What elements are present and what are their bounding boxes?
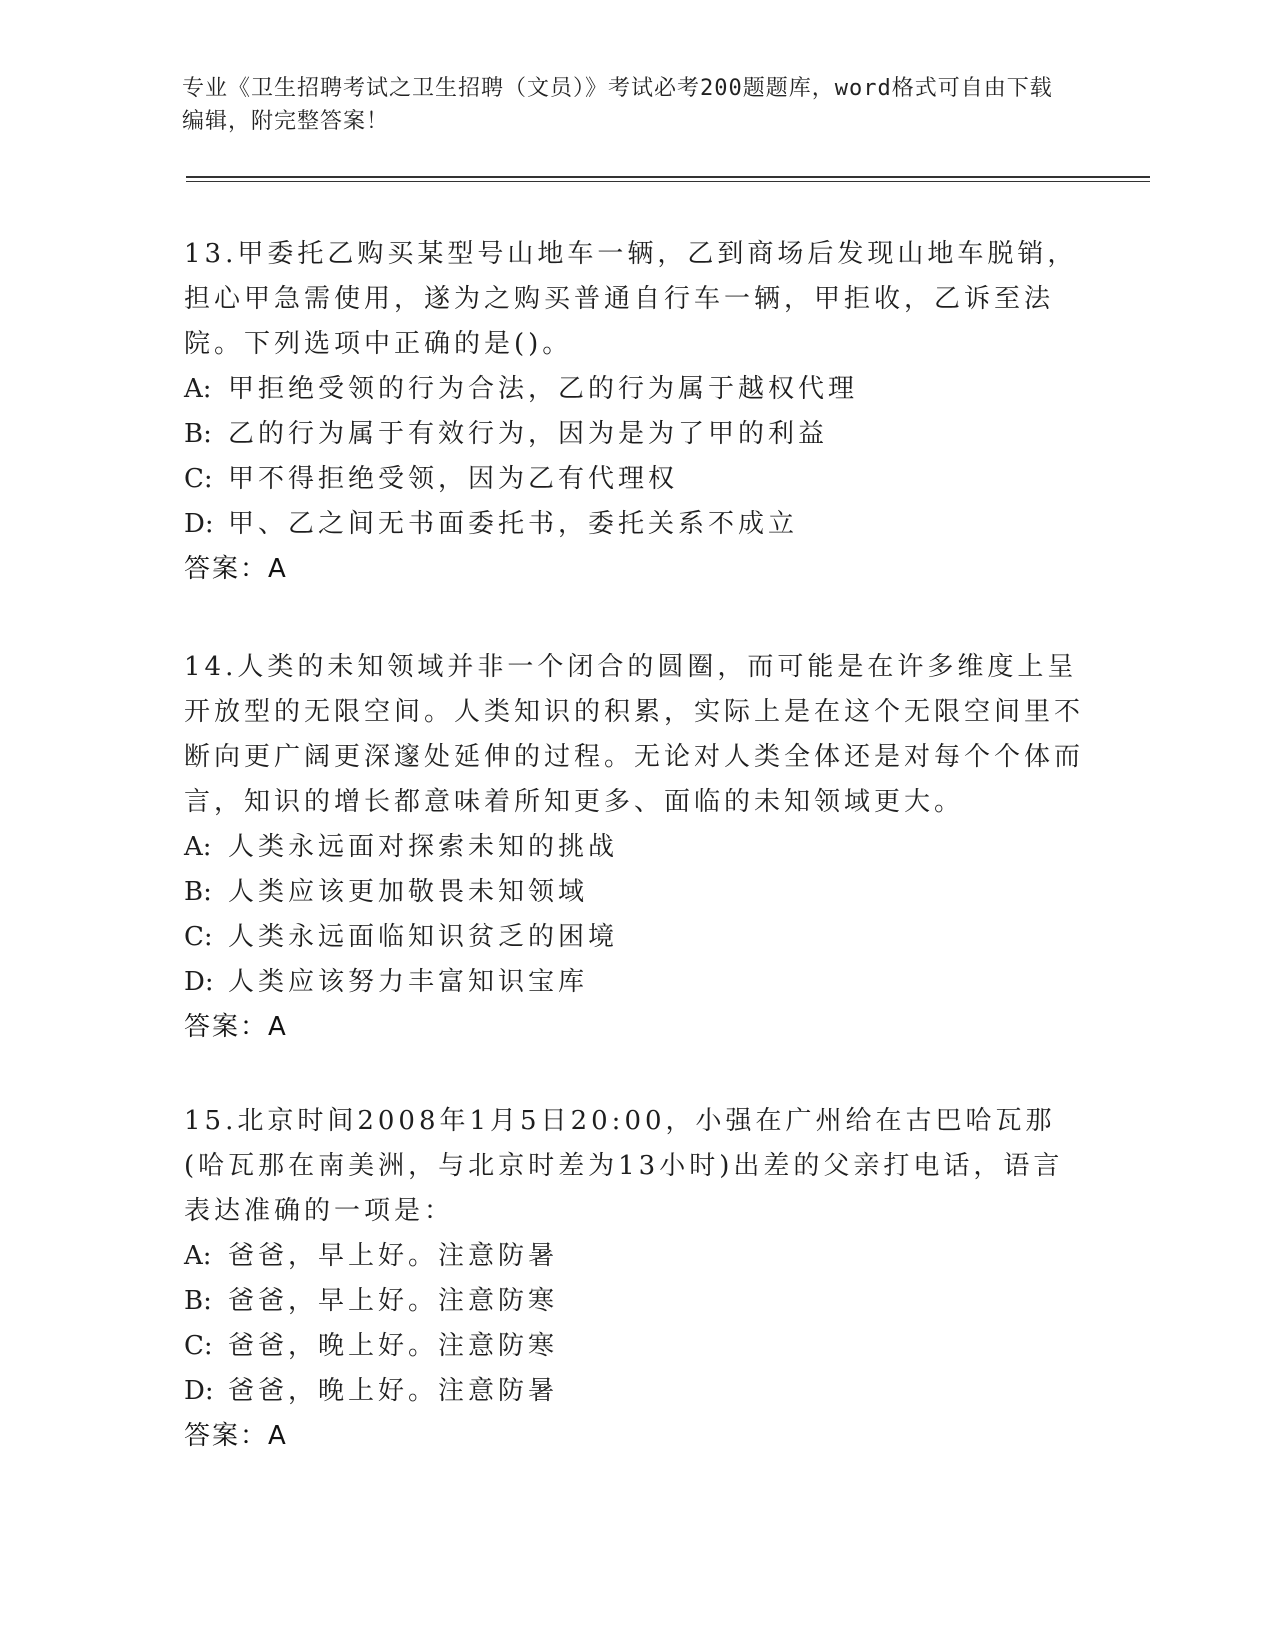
option-text: 乙的行为属于有效行为，因为是为了甲的利益 [228,419,829,449]
option-text: 人类应该更加敬畏未知领域 [228,877,589,907]
question-14 [184,645,1084,1050]
option-text: 甲不得拒绝受领，因为乙有代理权 [228,464,679,494]
question-15 [184,1099,1084,1459]
option-key: C: [184,922,213,952]
option-key: A: [184,832,212,862]
option-text: 爸爸，晚上好。注意防寒 [228,1331,559,1361]
option-d [184,502,1084,547]
option-key: C: [184,1331,213,1361]
option-key: B: [184,1286,212,1316]
option-a [184,825,1084,870]
option-text: 爸爸，早上好。注意防寒 [228,1286,559,1316]
option-text: 人类永远面临知识贫乏的困境 [228,922,619,952]
option-key: B: [184,877,212,907]
document-header: 专业《卫生招聘考试之卫生招聘（文员）》考试必考200题题库，word格式可自由下载编辑，附完整答案！ [182,76,1053,134]
option-text: 甲拒绝受领的行为合法，乙的行为属于越权代理 [228,374,859,404]
answer: 答案：A [184,1421,288,1451]
option-text: 爸爸，早上好。注意防暑 [228,1241,559,1271]
option-d [184,960,1084,1005]
option-key: D: [184,967,214,997]
option-key: D: [184,509,214,539]
question-stem: 13.甲委托乙购买某型号山地车一辆，乙到商场后发现山地车脱销，担心甲急需使用，遂为之购买普通自行车一辆，甲拒收，乙诉至法院。下列选项中正确的是()。 [184,239,1078,359]
option-text: 人类应该努力丰富知识宝库 [228,967,589,997]
option-key: D: [184,1376,214,1406]
option-text: 人类永远面对探索未知的挑战 [228,832,619,862]
option-key: B: [184,419,212,449]
option-d [184,1369,1084,1414]
header-divider-thin [186,181,1150,182]
answer: 答案：A [184,1012,288,1042]
option-c [184,457,1084,502]
option-b [184,1279,1084,1324]
answer: 答案：A [184,554,288,584]
option-key: A: [184,1241,212,1271]
option-c [184,915,1084,960]
option-key: A: [184,374,212,404]
option-text: 爸爸，晚上好。注意防暑 [228,1376,559,1406]
question-stem: 15.北京时间2008年1月5日20:00，小强在广州给在古巴哈瓦那(哈瓦那在南美洲，与北京时差为13小时)出差的父亲打电话，语言表达准确的一项是： [184,1106,1064,1226]
option-b [184,412,1084,457]
option-text: 甲、乙之间无书面委托书，委托关系不成立 [228,509,799,539]
option-c [184,1324,1084,1369]
option-key: C: [184,464,213,494]
question-stem: 14.人类的未知领域并非一个闭合的圆圈，而可能是在许多维度上呈开放型的无限空间。人类知识的积累，实际上是在这个无限空间里不断向更广阔更深邃处延伸的过程。无论对人类全体还是对每个个体而言，知识的增长都意味着所知更多、面临的未知领域更大。 [184,652,1085,817]
option-a [184,367,1084,412]
question-13 [184,232,1084,592]
option-b [184,870,1084,915]
header-divider-thick [186,176,1150,178]
option-a [184,1234,1084,1279]
